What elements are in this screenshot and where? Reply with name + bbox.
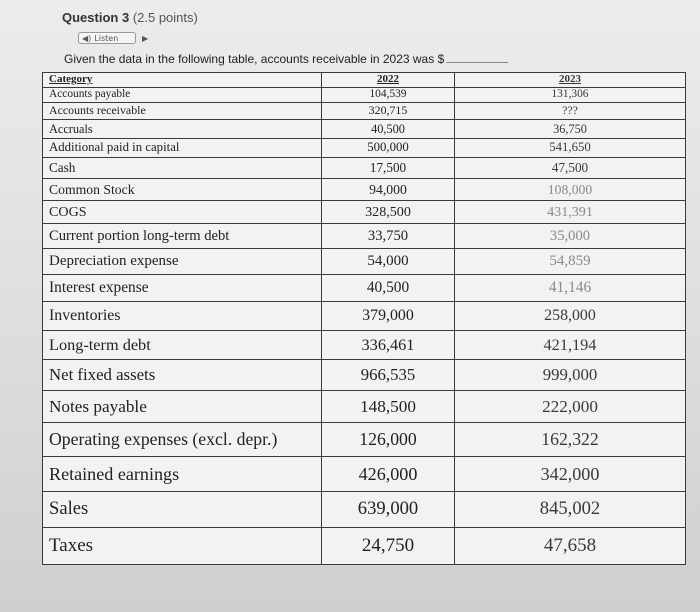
table-row [43,224,686,249]
value-2023-cell: 845,002 [455,491,686,527]
listen-label: Listen [94,33,119,43]
value-2022-cell: 328,500 [322,201,455,224]
category-cell: Long-term debt [43,330,322,360]
table-row [43,120,686,138]
value-2023-cell: 47,658 [455,527,686,564]
value-2023-cell: 162,322 [455,423,686,457]
category-cell: Cash [43,158,322,179]
value-2022-cell: 126,000 [322,423,455,457]
category-cell: Taxes [43,527,322,564]
category-cell: Accounts payable [43,87,322,103]
listen-button[interactable] [78,32,136,44]
value-2022-cell: 966,535 [322,360,455,391]
value-2022-cell: 54,000 [322,249,455,275]
data-table [42,72,686,565]
value-2022-cell: 639,000 [322,491,455,527]
value-2022-cell: 104,539 [322,87,455,103]
category-cell: Depreciation expense [43,249,322,275]
table-row [43,158,686,179]
play-icon[interactable]: ▶ [142,33,149,43]
value-2022-cell: 40,500 [322,274,455,301]
category-cell: Notes payable [43,391,322,423]
table-row [43,274,686,301]
value-2023-cell: 41,146 [455,274,686,301]
value-2022-cell: 33,750 [322,224,455,249]
category-cell: Retained earnings [43,456,322,491]
value-2022-cell: 500,000 [322,138,455,158]
table-row [43,391,686,423]
value-2022-cell: 379,000 [322,302,455,330]
question-points: (2.5 points) [132,10,198,25]
table-row [43,87,686,103]
answer-blank[interactable] [446,52,508,63]
value-2023-cell: 54,859 [455,249,686,275]
value-2022-cell: 17,500 [322,158,455,179]
value-2022-cell: 94,000 [322,178,455,200]
value-2022-cell: 24,750 [322,527,455,564]
category-cell: Additional paid in capital [43,138,322,158]
value-2022-cell: 148,500 [322,391,455,423]
data-table-sheet [42,72,686,564]
value-2023-cell: 541,650 [455,138,686,158]
question-title [62,10,198,25]
category-cell: Sales [43,491,322,527]
table-row [43,360,686,391]
category-cell: Operating expenses (excl. depr.) [43,423,322,457]
category-cell: Interest expense [43,274,322,301]
listen-control[interactable] [78,32,148,44]
column-header: 2022 [322,73,455,88]
value-2023-cell: 258,000 [455,302,686,330]
speaker-icon: ◀) [82,33,92,43]
value-2023-cell: 35,000 [455,224,686,249]
table-row [43,456,686,491]
value-2023-cell: 131,306 [455,87,686,103]
value-2023-cell: 999,000 [455,360,686,391]
category-cell: Accounts receivable [43,103,322,120]
value-2023-cell: ??? [455,103,686,120]
question-prompt [64,52,684,66]
table-row [43,249,686,275]
value-2023-cell: 222,000 [455,391,686,423]
table-row [43,302,686,330]
table-row [43,527,686,564]
column-header: Category [43,73,322,88]
value-2023-cell: 431,391 [455,201,686,224]
table-row [43,423,686,457]
value-2022-cell: 426,000 [322,456,455,491]
value-2022-cell: 40,500 [322,120,455,138]
value-2023-cell: 421,194 [455,330,686,360]
value-2023-cell: 108,000 [455,178,686,200]
table-row [43,491,686,527]
prompt-text: Given the data in the following table, accounts receivable in 2023 was $ [64,52,445,66]
table-header-row [43,73,686,88]
category-cell: Net fixed assets [43,360,322,391]
table-row [43,103,686,120]
category-cell: COGS [43,201,322,224]
column-header: 2023 [455,73,686,88]
table-row [43,330,686,360]
table-row [43,201,686,224]
table-row [43,138,686,158]
category-cell: Current portion long-term debt [43,224,322,249]
question-label: Question 3 [62,10,130,25]
category-cell: Accruals [43,120,322,138]
value-2022-cell: 336,461 [322,330,455,360]
value-2023-cell: 47,500 [455,158,686,179]
value-2022-cell: 320,715 [322,103,455,120]
value-2023-cell: 36,750 [455,120,686,138]
category-cell: Common Stock [43,178,322,200]
category-cell: Inventories [43,302,322,330]
table-row [43,178,686,200]
value-2023-cell: 342,000 [455,456,686,491]
